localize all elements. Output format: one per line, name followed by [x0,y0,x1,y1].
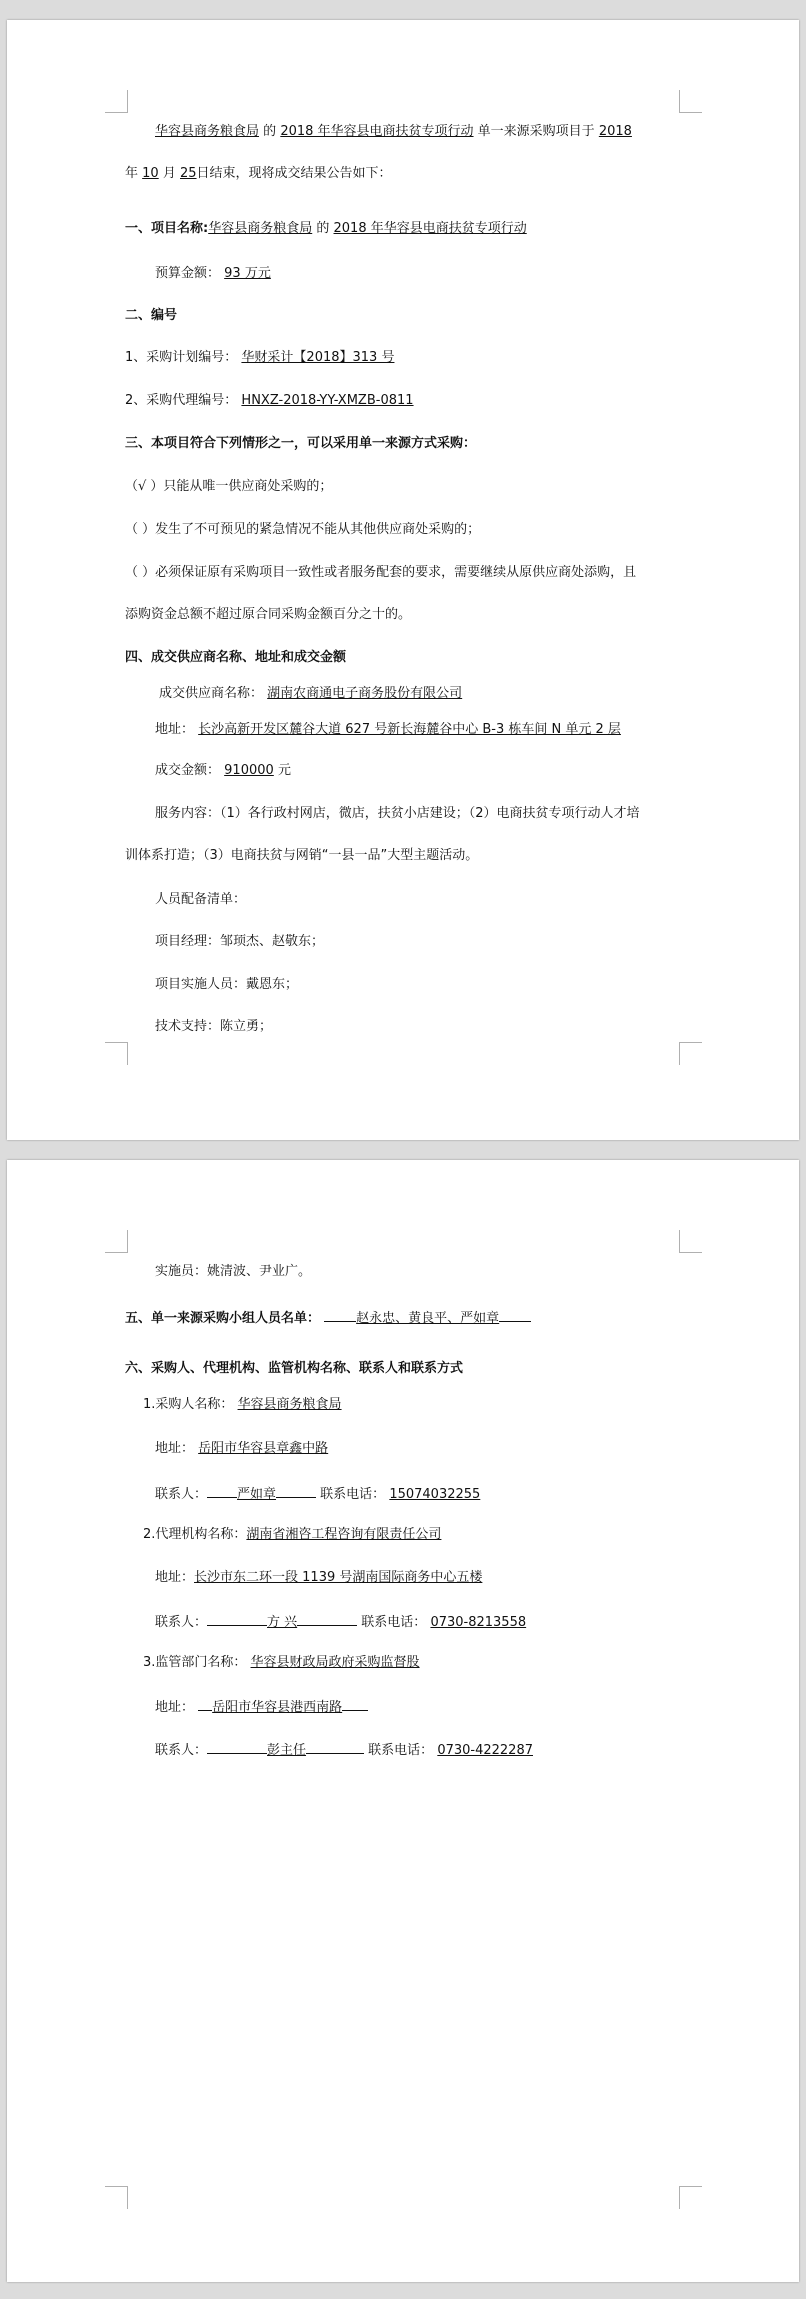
member-list: 赵永忠、黄良平、严如章 [356,1311,500,1326]
address-label: 地址： [155,1441,195,1456]
phone-label: 联系电话： [320,1487,386,1502]
margin-corner-mark [105,1042,128,1065]
staff-list-label: 人员配备清单： [155,892,247,907]
contact-label: 联系人： [155,1615,208,1630]
section-heading: 五、单一来源采购小组人员名单： [125,1311,321,1326]
amount-label: 成交金额： [155,763,221,778]
plan-number-line [125,349,685,367]
amount-unit: 元 [277,763,291,778]
contact-value: 彭主任 [267,1743,307,1758]
supplier-value: 湖南农商通电子商务股份有限公司 [267,686,463,701]
purchaser-address-line [155,1440,715,1458]
text: 单一来源采购项目于 [477,124,595,139]
margin-corner-mark [105,90,128,113]
underline-blank [198,1696,212,1711]
amount-line [155,762,715,780]
project-manager-line: 项目经理：邹顼杰、赵敬东； [155,934,325,949]
underline-blank [207,1611,267,1626]
underline-blank [297,1611,357,1626]
address-value: 岳阳市华容县章鑫中路 [198,1441,329,1456]
supervisor-address-line [155,1696,715,1717]
section-5-heading [125,1307,685,1328]
section-1-heading [125,220,685,238]
underline-blank [342,1696,368,1711]
option-3-line-1: （ ）必须保证原有采购项目一致性或者服务配套的要求，需要继续从原供应商处添购，且 [125,565,637,580]
agent-number-label: 2、采购代理编号： [125,393,238,408]
implementer-line: 项目实施人员：戴恩东； [155,977,299,992]
supervisor-line [143,1654,703,1672]
purchaser-label: 1.采购人名称： [143,1397,234,1412]
plan-number-label: 1、采购计划编号： [125,350,238,365]
phone-label: 联系电话： [361,1615,427,1630]
address-label: 地址： [155,1700,195,1715]
supplier-address-line [155,721,715,739]
supervisor-value: 华容县财政局政府采购监督股 [250,1655,420,1670]
project-name: 2018 年华容县电商扶贫专项行动 [280,124,474,139]
executors-line: 实施员：姚清波、尹业广。 [155,1264,312,1279]
margin-corner-mark [679,1230,702,1253]
option-3-line-2: 添购资金总额不超过原合同采购金额百分之十的。 [125,607,412,622]
plan-number-value: 华财采计【2018】313 号 [241,350,395,365]
underline-blank [324,1307,356,1322]
budget-value: 93 万元 [224,266,271,281]
year-value: 2018 [598,124,632,139]
text: 日结束，现将成交结果公告如下： [196,166,392,181]
phone-value: 15074032255 [389,1487,481,1502]
agency-value: 湖南省湘咨工程咨询有限责任公司 [246,1527,442,1542]
phone-value: 0730-8213558 [430,1615,527,1630]
section-3-heading: 三、本项目符合下列情形之一，可以采用单一来源方式采购： [125,436,477,451]
amount-value: 910000 [224,763,274,778]
address-label: 地址： [155,722,195,737]
section-heading: 一、项目名称: [125,221,209,236]
agency-name: 华容县商务粮食局 [208,221,313,236]
underline-blank [207,1483,237,1498]
intro-line-2 [125,165,685,183]
service-line-2: 训体系打造；（3）电商扶贫与网销“一县一品”大型主题活动。 [125,848,479,863]
address-label: 地址： [155,1570,195,1585]
text: 月 [162,166,176,181]
purchaser-contact-line [155,1483,715,1504]
contact-value: 严如章 [237,1487,277,1502]
agency-line [143,1526,703,1544]
document-page-1 [7,20,799,1140]
margin-corner-mark [679,90,702,113]
underline-blank [306,1739,364,1754]
section-6-heading: 六、采购人、代理机构、监管机构名称、联系人和联系方式 [125,1361,464,1376]
budget-label: 预算金额： [155,266,221,281]
agency-contact-line [155,1611,715,1632]
supplier-line [159,685,719,703]
document-page-2 [7,1160,799,2282]
phone-value: 0730-4222287 [437,1743,533,1758]
purchaser-line [143,1396,703,1414]
agency-label: 2.代理机构名称： [143,1527,247,1542]
agent-number-line [125,392,685,410]
project-name: 2018 年华容县电商扶贫专项行动 [333,221,527,236]
contact-value: 方 兴 [267,1615,298,1630]
address-value: 长沙高新开发区麓谷大道 627 号新长海麓谷中心 B-3 栋车间 N 单元 2 层 [198,722,621,737]
contact-label: 联系人： [155,1743,208,1758]
underline-blank [499,1307,531,1322]
tech-support-line: 技术支持：陈立勇； [155,1019,273,1034]
underline-blank [276,1483,316,1498]
contact-label: 联系人： [155,1487,208,1502]
day-value: 25 [180,166,197,181]
text: 的 [316,221,330,236]
service-line-1: 服务内容：（1）各行政村网店，微店，扶贫小店建设；（2）电商扶贫专项行动人才培 [155,806,640,821]
agent-number-value: HNXZ-2018-YY-XMZB-0811 [241,393,414,408]
agency-address-line [155,1569,715,1587]
option-1: （√ ）只能从唯一供应商处采购的； [125,479,333,494]
address-value: 岳阳市华容县港西南路 [212,1700,343,1715]
purchaser-value: 华容县商务粮食局 [237,1397,342,1412]
option-2: （ ）发生了不可预见的紧急情况不能从其他供应商处采购的； [125,522,481,537]
section-2-heading: 二、编号 [125,308,178,323]
text: 的 [263,124,277,139]
budget-line [155,265,715,283]
supervisor-label: 3.监管部门名称： [143,1655,247,1670]
margin-corner-mark [105,2186,128,2209]
month-value: 10 [142,166,159,181]
underline-blank [207,1739,267,1754]
margin-corner-mark [105,1230,128,1253]
phone-label: 联系电话： [368,1743,434,1758]
section-4-heading: 四、成交供应商名称、地址和成交金额 [125,650,347,665]
margin-corner-mark [679,2186,702,2209]
agency-name: 华容县商务粮食局 [155,124,260,139]
supervisor-contact-line [155,1739,715,1760]
address-value: 长沙市东二环一段 1139 号湖南国际商务中心五楼 [194,1570,483,1585]
intro-line-1 [155,123,715,141]
supplier-label: 成交供应商名称： [159,686,264,701]
text: 年 [125,166,139,181]
margin-corner-mark [679,1042,702,1065]
